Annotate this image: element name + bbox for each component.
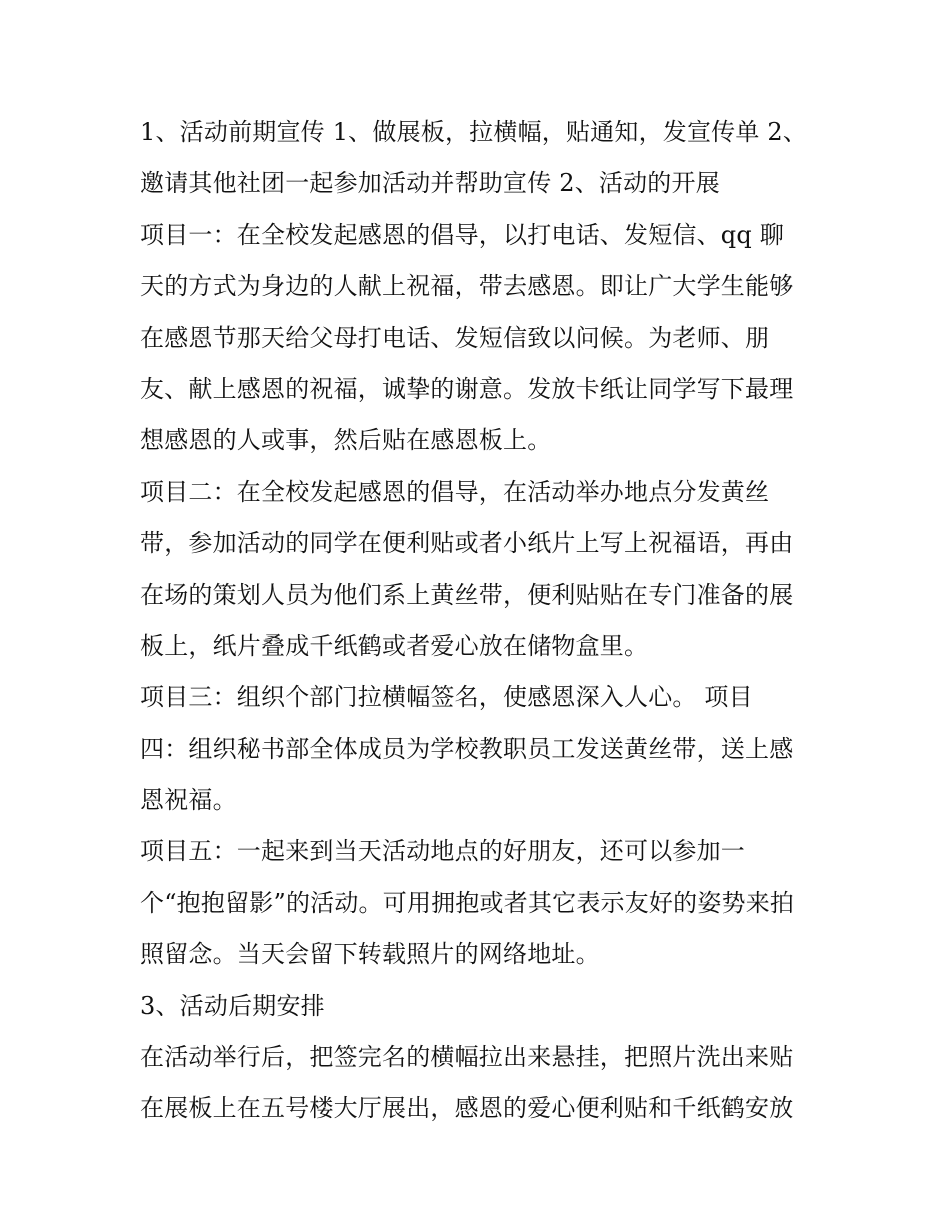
text-line: 项目三：组织个部门拉横幅签名，使感恩深入人心。 项目 [140, 683, 753, 712]
text-line: 板上，纸片叠成千纸鹤或者爱心放在储物盒里。 [140, 631, 649, 660]
text-line: 在感恩节那天给父母打电话、发短信致以问候。为老师、朋 [140, 323, 770, 352]
text-line: 在展板上在五号楼大厅展出，感恩的爱心便利贴和千纸鹤安放 [140, 1094, 794, 1123]
text-line: 在场的策划人员为他们系上黄丝带，便利贴贴在专门准备的展 [140, 580, 794, 609]
text-line: 邀请其他社团一起参加活动并帮助宣传 2、活动的开展 [140, 169, 720, 198]
text-line: 项目二：在全校发起感恩的倡导，在活动举办地点分发黄丝 [140, 477, 770, 506]
text-line: 项目一：在全校发起感恩的倡导，以打电话、发短信、qq 聊 [140, 220, 784, 249]
text-line: 个“抱抱留影”的活动。可用拥抱或者其它表示友好的姿势来拍 [140, 888, 795, 917]
text-line: 想感恩的人或事，然后贴在感恩板上。 [140, 426, 552, 455]
text-line: 照留念。当天会留下转载照片的网络地址。 [140, 940, 600, 969]
text-line: 带，参加活动的同学在便利贴或者小纸片上写上祝福语，再由 [140, 529, 794, 558]
text-line: 3、活动后期安排 [140, 991, 325, 1020]
text-line: 四：组织秘书部全体成员为学校教职员工发送黄丝带，送上感 [140, 734, 794, 763]
text-line: 在活动举行后，把签完名的横幅拉出来悬挂，把照片洗出来贴 [140, 1043, 794, 1072]
text-line: 天的方式为身边的人献上祝福，带去感恩。即让广大学生能够 [140, 272, 794, 301]
text-line: 友、献上感恩的祝福，诚挚的谢意。发放卡纸让同学写下最理 [140, 374, 794, 403]
text-line: 项目五：一起来到当天活动地点的好朋友，还可以参加一 [140, 837, 745, 866]
text-line: 恩祝福。 [140, 786, 237, 815]
document-body [140, 107, 820, 1135]
text-line: 1、活动前期宣传 1、做展板，拉横幅，贴通知，发宣传单 2、 [140, 118, 808, 146]
